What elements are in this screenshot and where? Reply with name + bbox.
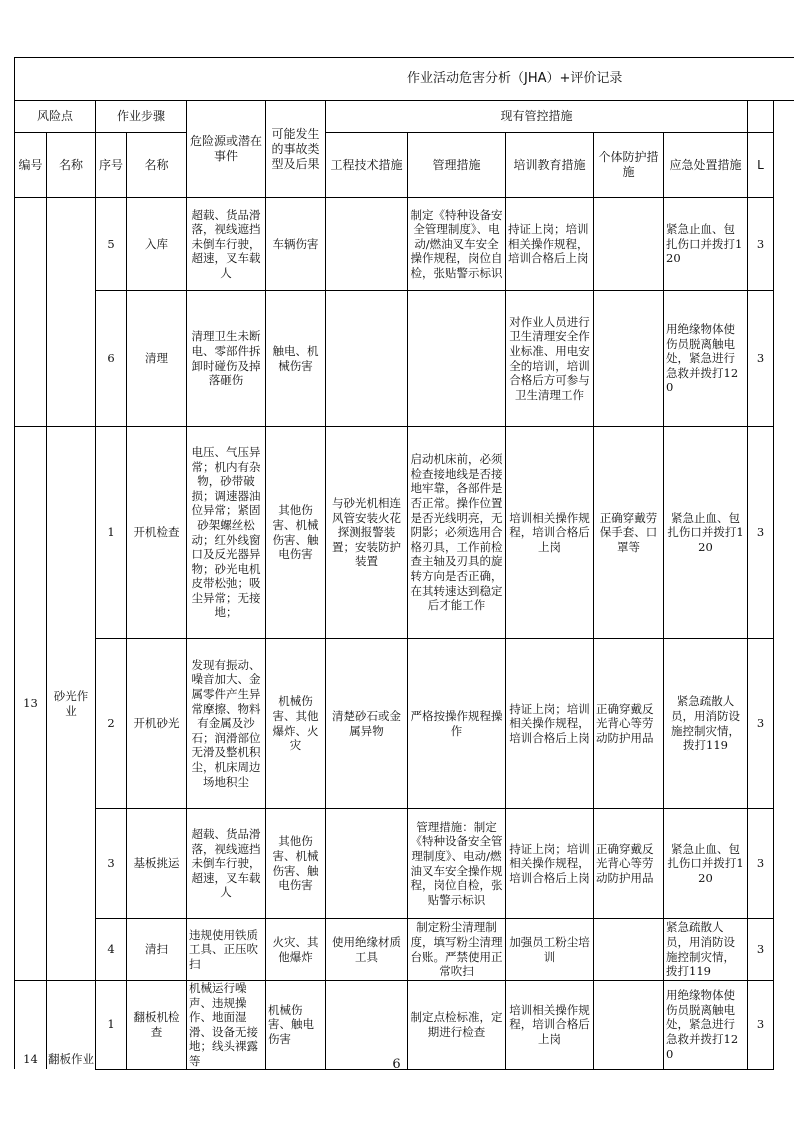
header-step-name: 名称 [127,133,187,198]
cell-hazard: 违规使用铁质工具、正压吹扫 [187,919,266,981]
cell-no: 13 [15,427,47,981]
header-blank [748,101,774,133]
cell-seq: 6 [96,291,127,427]
table-row [15,639,794,809]
cell-seq: 3 [96,809,127,919]
header-emergency: 应急处置措施 [664,133,748,198]
cell-management: 制定《特种设备安全管理制度》、电动/燃油叉车安全操作规程，岗位自检，张贴警示标识 [408,198,506,291]
cell-engineering [326,291,408,427]
cell-ppe [594,291,664,427]
cell-step: 清扫 [127,919,187,981]
cell-emergency: 紧急止血、包扎伤口并拨打120 [664,427,748,639]
cell-l: 3 [748,639,774,809]
cell-emergency: 用绝缘物体使伤员脱离触电处，紧急进行急救并拨打120 [664,291,748,427]
cell-no [15,198,47,427]
offpage [774,809,794,919]
header-no: 编号 [15,133,47,198]
cell-engineering: 与砂光机相连风管安装火花探测报警装置；安装防护装置 [326,427,408,639]
cell-ppe: 正确穿戴劳保手套、口罩等 [594,427,664,639]
cell-hazard: 清理卫生未断电、零部件拆卸时碰伤及掉落砸伤 [187,291,266,427]
cell-training: 对作业人员进行卫生清理安全作业标准、用电安全的培训，培训合格后方可参与卫生清理工作 [506,291,594,427]
header-steps: 作业步骤 [96,101,187,133]
cell-ppe: 正确穿戴反光背心等劳动防护用品 [594,639,664,809]
cell-training: 培训相关操作规程，培训合格后上岗 [506,981,594,1070]
offpage [774,919,794,981]
cell-emergency: 紧急疏散人员，用消防设施控制灾情，拨打119 [664,919,748,981]
document-title: 作业活动危害分析（JHA）+评价记录 [15,58,794,101]
cell-step: 入库 [127,198,187,291]
cell-consequence: 机械伤害、触电伤害 [266,981,326,1070]
cell-management: 制定点检标准，定期进行检查 [408,981,506,1070]
cell-ppe [594,198,664,291]
cell-training: 持证上岗；培训相关操作规程，培训合格后上岗 [506,198,594,291]
cell-seq: 2 [96,639,127,809]
header-hazard: 危险源或潜在事件 [187,101,266,198]
cell-training: 持证上岗；培训相关操作规程，培训合格后上岗 [506,809,594,919]
cell-consequence: 其他伤害、机械伤害、触电伤害 [266,809,326,919]
cell-consequence: 机械伤害、其他爆炸、火灾 [266,639,326,809]
page-number: 6 [392,1057,401,1072]
jha-table [14,57,794,1070]
cell-hazard: 超载、货品滑落，视线遮挡未倒车行驶，超速，叉车载人 [187,198,266,291]
cell-engineering: 使用绝缘材质工具 [326,919,408,981]
offpage [774,198,794,291]
cell-seq: 5 [96,198,127,291]
header-seq: 序号 [96,133,127,198]
header-controls: 现有管控措施 [326,101,748,133]
header-name: 名称 [47,133,96,198]
cell-step: 清理 [127,291,187,427]
jha-table-page [14,57,793,1068]
cell-engineering [326,198,408,291]
cell-consequence: 其他伤害、机械伤害、触电伤害 [266,427,326,639]
cell-consequence: 火灾、其他爆炸 [266,919,326,981]
cell-l: 3 [748,809,774,919]
cell-management: 启动机床前，必须检查接地线是否接地牢靠，各部件是否正常。操作位置是否光线明亮，无阴影；必须选用合格刃具，工作前检查主轴及刃具的旋转方向是否正确，在其转速达到稳定后才能工作 [408,427,506,639]
table-row [15,427,794,639]
cell-name [47,198,96,427]
cell-l: 3 [748,198,774,291]
table-row [15,981,794,1070]
cell-l: 3 [748,427,774,639]
cell-step: 翻板机检查 [127,981,187,1070]
header-l: L [748,133,774,198]
cell-training: 培训相关操作规程，培训合格后上岗 [506,427,594,639]
cell-ppe [594,919,664,981]
cell-l: 3 [748,291,774,427]
table-row [15,291,794,427]
cell-ppe [594,981,664,1070]
cell-step: 开机砂光 [127,639,187,809]
header-consequence: 可能发生的事故类型及后果 [266,101,326,198]
cell-emergency: 用绝缘物体使伤员脱离触电处，紧急进行急救并拨打120 [664,981,748,1070]
cell-management: 管理措施：制定《特种设备安全管理制度》、电动/燃油叉车安全操作规程，岗位自检，张贴警示标识 [408,809,506,919]
cell-emergency: 紧急止血、包扎伤口并拨打120 [664,198,748,291]
cell-hazard: 电压、气压异常；机内有杂物，砂带破损；调速器油位异常；紧固砂架螺丝松动；红外线窗口及反光器异物；砂光电机皮带松弛；吸尘异常；无接地； [187,427,266,639]
cell-management: 制定粉尘清理制度，填写粉尘清理台账。严禁使用正常吹扫 [408,919,506,981]
cell-engineering: 清楚砂石或金属异物 [326,639,408,809]
cell-emergency: 紧急止血、包扎伤口并拨打120 [664,809,748,919]
cell-step: 基板挑运 [127,809,187,919]
cell-consequence: 车辆伤害 [266,198,326,291]
cell-training: 加强员工粉尘培训 [506,919,594,981]
cell-hazard: 机械运行噪声、违规操作、地面湿滑、设备无接地；线头裸露等 [187,981,266,1070]
cell-hazard: 超载、货品滑落，视线遮挡未倒车行驶，超速，叉车载人 [187,809,266,919]
cell-seq: 1 [96,981,127,1070]
offpage [774,427,794,639]
cell-consequence: 触电、机械伤害 [266,291,326,427]
header-management: 管理措施 [408,133,506,198]
cell-name: 翻板作业 [47,981,96,1070]
header-engineering: 工程技术措施 [326,133,408,198]
cell-training: 持证上岗；培训相关操作规程，培训合格后上岗 [506,639,594,809]
cell-l: 3 [748,981,774,1070]
offpage [774,101,794,133]
offpage [774,639,794,809]
cell-step: 开机检查 [127,427,187,639]
table-row [15,919,794,981]
table-row [15,198,794,291]
offpage [774,291,794,427]
cell-l: 3 [748,919,774,981]
cell-engineering [326,809,408,919]
offpage [774,981,794,1070]
offpage [774,133,794,198]
table-row [15,809,794,919]
cell-no: 14 [15,981,47,1070]
header-risk-point: 风险点 [15,101,96,133]
cell-emergency: 紧急疏散人员，用消防设施控制灾情，拨打119 [664,639,748,809]
header-ppe: 个体防护措施 [594,133,664,198]
cell-management: 严格按操作规程操作 [408,639,506,809]
cell-ppe: 正确穿戴反光背心等劳动防护用品 [594,809,664,919]
cell-hazard: 发现有振动、噪音加大、金属零件产生异常摩擦、物料有金属及沙石；润滑部位无滑及整机积尘，机床周边场地积尘 [187,639,266,809]
cell-engineering [326,981,408,1070]
cell-seq: 1 [96,427,127,639]
header-training: 培训教育措施 [506,133,594,198]
cell-name: 砂光作业 [47,427,96,981]
cell-seq: 4 [96,919,127,981]
cell-management [408,291,506,427]
